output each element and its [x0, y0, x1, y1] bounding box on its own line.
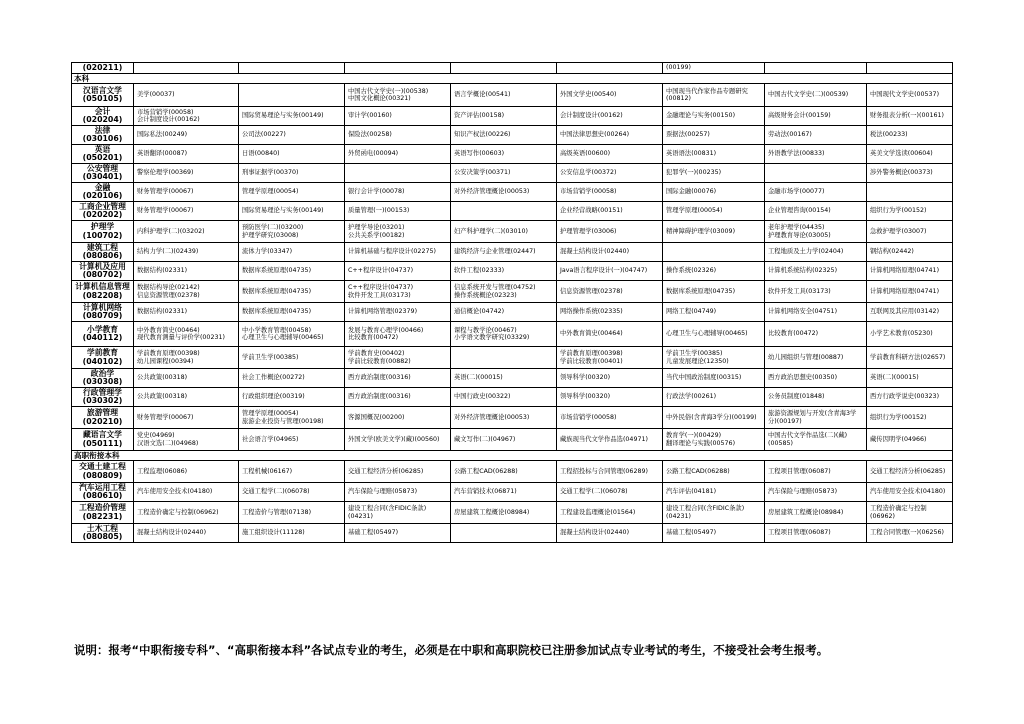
- course-cell: 汽车保险与理赔(05873): [345, 483, 451, 502]
- course-cell: 市场营销学(00058): [557, 183, 663, 202]
- course-cell: 老年护理学(04435) 护理教育导论(03005): [765, 221, 867, 243]
- major-name-cell: 学前教育 (040102): [72, 347, 134, 369]
- table-row: [72, 63, 953, 74]
- course-cell: [867, 63, 953, 74]
- table-body: [72, 63, 953, 543]
- course-cell: 网络工程(04749): [663, 303, 765, 322]
- course-cell: 国际贸易理论与实务(00149): [239, 202, 345, 221]
- course-cell: 中小学教育管理(00458) 心理卫生与心理辅导(00465): [239, 322, 345, 347]
- course-cell: 基础工程(05497): [345, 524, 451, 543]
- course-cell: 英美文学选读(00604): [867, 145, 953, 164]
- course-cell: 中外民俗(含青海3学分)(00199): [663, 407, 765, 429]
- section-title: 高职衔接本科: [72, 451, 953, 461]
- course-cell: 公路工程CAD(06288): [663, 461, 765, 483]
- table-row: [72, 429, 953, 451]
- course-cell: 房屋建筑工程概论(08984): [765, 502, 867, 524]
- course-cell: 信息系统开发与管理(04752) 操作系统概论(02323): [451, 281, 557, 303]
- course-cell: 软件工程(02333): [451, 262, 557, 281]
- course-cell: 国际金融(00076): [663, 183, 765, 202]
- course-cell: 交通工程学(二)(06078): [239, 483, 345, 502]
- course-cell: 票据法(00257): [663, 126, 765, 145]
- major-name-cell: 护理学 (100702): [72, 221, 134, 243]
- major-name-cell: 会计 (020204): [72, 107, 134, 126]
- course-cell: 公安决策学(00371): [451, 164, 557, 183]
- course-cell: 管理学原理(00054): [663, 202, 765, 221]
- table-row: [72, 281, 953, 303]
- course-cell: 交通工程经济分析(06285): [345, 461, 451, 483]
- course-cell: 建设工程合同(含FIDIC条款)(04231): [345, 502, 451, 524]
- course-cell: C++程序设计(04737): [345, 262, 451, 281]
- major-name-cell: 交通土建工程 (080809): [72, 461, 134, 483]
- course-cell: 数据库系统原理(04735): [239, 281, 345, 303]
- major-name-cell: 法律 (030106): [72, 126, 134, 145]
- table-row: [72, 483, 953, 502]
- course-cell: [451, 524, 557, 543]
- table-row: [72, 369, 953, 388]
- course-cell: 学前教育原理(00398) 学前比较教育(00401): [557, 347, 663, 369]
- major-name-cell: 土木工程 (080805): [72, 524, 134, 543]
- course-cell: 信息资源管理(02378): [557, 281, 663, 303]
- exam-schedule-sheet: [71, 62, 952, 543]
- major-name-cell: 旅游管理 (020210): [72, 407, 134, 429]
- course-cell: 工程地质及土力学(02404): [765, 243, 867, 262]
- course-cell: 公务员制度(01848): [765, 388, 867, 407]
- course-cell: 资产评估(00158): [451, 107, 557, 126]
- course-cell: 互联网及其应用(03142): [867, 303, 953, 322]
- major-name-cell: 计算机及应用 (080702): [72, 262, 134, 281]
- course-cell: 交通工程经济分析(06285): [867, 461, 953, 483]
- course-cell: 企业管理咨询(00154): [765, 202, 867, 221]
- course-cell: 工程造价确定与控制(06962): [134, 502, 239, 524]
- course-cell: 保险法(00258): [345, 126, 451, 145]
- course-cell: 行政组织理论(00319): [239, 388, 345, 407]
- course-cell: 计算机基础与程序设计(02275): [345, 243, 451, 262]
- major-name-cell: 计算机信息管理 (082208): [72, 281, 134, 303]
- course-cell: 银行会计学(00078): [345, 183, 451, 202]
- major-name-cell: 行政管理学 (030302): [72, 388, 134, 407]
- table-row: [72, 202, 953, 221]
- course-cell: 数据库系统原理(04735): [239, 262, 345, 281]
- course-cell: 护理学导论(03201) 公共关系学(00182): [345, 221, 451, 243]
- course-cell: 数据库系统原理(04735): [663, 281, 765, 303]
- table-row: [72, 407, 953, 429]
- course-cell: 西方政治制度(00316): [345, 369, 451, 388]
- table-row: [72, 84, 953, 107]
- course-cell: [239, 63, 345, 74]
- course-cell: (00199): [663, 63, 765, 74]
- course-cell: [345, 164, 451, 183]
- course-cell: 英语(二)(00015): [451, 369, 557, 388]
- course-cell: 藏文写作(二)(04967): [451, 429, 557, 451]
- course-cell: 对外经济管理概论(00053): [451, 183, 557, 202]
- course-cell: 公路工程CAD(06288): [451, 461, 557, 483]
- course-cell: 公安信息学(00372): [557, 164, 663, 183]
- course-cell: 社会工作概论(00272): [239, 369, 345, 388]
- table-row: [72, 322, 953, 347]
- course-cell: 流体力学(03347): [239, 243, 345, 262]
- course-cell: 对外经济管理概论(00053): [451, 407, 557, 429]
- major-name-cell: 藏语言文学 (050111): [72, 429, 134, 451]
- course-cell: 心理卫生与心理辅导(00465): [663, 322, 765, 347]
- course-cell: [451, 202, 557, 221]
- course-cell: 工程合同管理(一)(06256): [867, 524, 953, 543]
- section-title: 本科: [72, 74, 953, 84]
- table-row: [72, 303, 953, 322]
- course-cell: 工程造价确定与控制(06962): [867, 502, 953, 524]
- course-cell: 中国现代文学史(00537): [867, 84, 953, 107]
- course-cell: 护理管理学(03006): [557, 221, 663, 243]
- table-row: [72, 126, 953, 145]
- course-cell: 数据结构(02331): [134, 262, 239, 281]
- course-cell: 工程项目管理(06087): [765, 524, 867, 543]
- course-cell: 组织行为学(00152): [867, 202, 953, 221]
- course-cell: [239, 84, 345, 107]
- table-row: [72, 243, 953, 262]
- course-cell: 外国文学(欧美文学)(藏)(00560): [345, 429, 451, 451]
- course-cell: 小学艺术教育(05230): [867, 322, 953, 347]
- course-cell: 教育学(一)(00429) 翻译理论与实践(00576): [663, 429, 765, 451]
- course-cell: 管理学原理(00054): [239, 183, 345, 202]
- course-cell: 建设工程合同(含FIDIC条款)(04231): [663, 502, 765, 524]
- course-cell: 汽车评估(04181): [663, 483, 765, 502]
- course-cell: 金融理论与实务(00150): [663, 107, 765, 126]
- course-cell: 财务管理学(00067): [134, 407, 239, 429]
- course-cell: 计算机网络安全(04751): [765, 303, 867, 322]
- major-name-cell: 建筑工程 (080806): [72, 243, 134, 262]
- course-cell: 警察伦理学(00369): [134, 164, 239, 183]
- course-cell: 藏族现当代文学作品选(04971): [557, 429, 663, 451]
- course-cell: [345, 63, 451, 74]
- course-cell: 幼儿园组织与管理(00887): [765, 347, 867, 369]
- course-cell: 刑事证据学(00370): [239, 164, 345, 183]
- course-cell: 计算机网络原理(04741): [867, 262, 953, 281]
- course-cell: [451, 63, 557, 74]
- course-cell: 金融市场学(00077): [765, 183, 867, 202]
- course-cell: 急救护理学(03007): [867, 221, 953, 243]
- course-cell: 房屋建筑工程概论(08984): [451, 502, 557, 524]
- course-cell: [557, 63, 663, 74]
- course-cell: 混凝土结构设计(02440): [557, 524, 663, 543]
- course-cell: 混凝土结构设计(02440): [134, 524, 239, 543]
- table-row: [72, 164, 953, 183]
- course-cell: 英语语法(00831): [663, 145, 765, 164]
- table-row: [72, 107, 953, 126]
- course-cell: 通信概论(04742): [451, 303, 557, 322]
- course-cell: 美学(00037): [134, 84, 239, 107]
- section-header-row: [72, 74, 953, 84]
- course-cell: C++程序设计(04737) 软件开发工具(03173): [345, 281, 451, 303]
- course-cell: 汽车使用安全技术(04180): [867, 483, 953, 502]
- table-row: [72, 221, 953, 243]
- course-cell: 数据结构导论(02142) 信息资源管理(02378): [134, 281, 239, 303]
- course-cell: 学前教育科研方法(02657): [867, 347, 953, 369]
- course-cell: 西方政治制度(00316): [345, 388, 451, 407]
- course-cell: 英语写作(00603): [451, 145, 557, 164]
- major-name-cell: 小学教育 (040112): [72, 322, 134, 347]
- footnote: 说明：报考“中职衔接专科”、“高职衔接本科”各试点专业的考生，必须是在中职和高职院校已注册参加试点专业考试的考生，不接受社会考生报考。: [74, 643, 829, 657]
- course-cell: 学前教育史(00402) 学前比较教育(00882): [345, 347, 451, 369]
- table-row: [72, 145, 953, 164]
- course-cell: 中外教育简史(00464): [557, 322, 663, 347]
- course-cell: 妇产科护理学(二)(03010): [451, 221, 557, 243]
- course-cell: 比较教育(00472): [765, 322, 867, 347]
- major-name-cell: 政治学 (030308): [72, 369, 134, 388]
- course-cell: [867, 183, 953, 202]
- course-cell: 预防医学(二)(03200) 护理学研究(03008): [239, 221, 345, 243]
- table-row: [72, 388, 953, 407]
- course-cell: 组织行为学(00152): [867, 407, 953, 429]
- course-cell: 公司法(00227): [239, 126, 345, 145]
- course-cell: 西方政治思想史(00350): [765, 369, 867, 388]
- course-cell: 市场营销学(00058) 会计制度设计(00162): [134, 107, 239, 126]
- course-cell: [134, 63, 239, 74]
- course-table: [71, 62, 953, 543]
- major-name-cell: 汉语言文学 (050105): [72, 84, 134, 107]
- course-cell: 涉外警务概论(00373): [867, 164, 953, 183]
- course-cell: 质量管理(一)(00153): [345, 202, 451, 221]
- major-name-cell: 计算机网络 (080709): [72, 303, 134, 322]
- major-name-cell: 金融 (020106): [72, 183, 134, 202]
- course-cell: 学前教育原理(00398) 幼儿园课程(00394): [134, 347, 239, 369]
- course-cell: 会计制度设计(00162): [557, 107, 663, 126]
- course-cell: 数据库系统原理(04735): [239, 303, 345, 322]
- course-cell: 中国古代文学作品选(二)(藏)(00585): [765, 429, 867, 451]
- major-name-cell: (020211): [72, 63, 134, 74]
- course-cell: 党史(04969) 汉语文选(二)(04968): [134, 429, 239, 451]
- course-cell: 中国法律思想史(00264): [557, 126, 663, 145]
- course-cell: [765, 63, 867, 74]
- course-cell: 审计学(00160): [345, 107, 451, 126]
- course-cell: 学前卫生学(00385) 儿童发展理论(12350): [663, 347, 765, 369]
- table-row: [72, 347, 953, 369]
- course-cell: 汽车保险与理赔(05873): [765, 483, 867, 502]
- course-cell: 中国行政史(00322): [451, 388, 557, 407]
- course-cell: 工程机械(06167): [239, 461, 345, 483]
- course-cell: 社会语言学(04965): [239, 429, 345, 451]
- course-cell: 中外教育简史(00464) 现代教育测量与评价学(00231): [134, 322, 239, 347]
- table-row: [72, 183, 953, 202]
- course-cell: 建筑经济与企业管理(02447): [451, 243, 557, 262]
- major-name-cell: 工程造价管理 (082231): [72, 502, 134, 524]
- major-name-cell: 英语 (050201): [72, 145, 134, 164]
- course-cell: 精神障碍护理学(03009): [663, 221, 765, 243]
- table-row: [72, 524, 953, 543]
- course-cell: 英语翻译(00087): [134, 145, 239, 164]
- course-cell: 高级财务会计(00159): [765, 107, 867, 126]
- course-cell: 财务管理学(00067): [134, 183, 239, 202]
- course-cell: 工程造价与管理(07138): [239, 502, 345, 524]
- course-cell: 外语教学法(00833): [765, 145, 867, 164]
- course-cell: 计算机网络管理(02379): [345, 303, 451, 322]
- course-cell: [765, 164, 867, 183]
- course-cell: 学前卫生学(00385): [239, 347, 345, 369]
- course-cell: 日语(00840): [239, 145, 345, 164]
- course-cell: 软件开发工具(03173): [765, 281, 867, 303]
- major-name-cell: 公安管理 (030401): [72, 164, 134, 183]
- course-cell: 内科护理学(二)(03202): [134, 221, 239, 243]
- course-cell: 工程招投标与合同管理(06289): [557, 461, 663, 483]
- course-cell: 汽车营销技术(06871): [451, 483, 557, 502]
- course-cell: 管理学原理(00054) 旅游企业投资与管理(00198): [239, 407, 345, 429]
- course-cell: 语言学概论(00541): [451, 84, 557, 107]
- course-cell: 钢结构(02442): [867, 243, 953, 262]
- course-cell: 藏传因明学(04966): [867, 429, 953, 451]
- course-cell: 犯罪学(一)(00235): [663, 164, 765, 183]
- course-cell: 汽车使用安全技术(04180): [134, 483, 239, 502]
- course-cell: 行政法学(00261): [663, 388, 765, 407]
- major-name-cell: 工商企业管理 (020202): [72, 202, 134, 221]
- course-cell: 外国文学史(00540): [557, 84, 663, 107]
- course-cell: 高级英语(00600): [557, 145, 663, 164]
- course-cell: 财务报表分析(一)(00161): [867, 107, 953, 126]
- course-cell: 中国古代文学史(一)(00538) 中国文化概论(00321): [345, 84, 451, 107]
- course-cell: 计算机网络原理(04741): [867, 281, 953, 303]
- course-cell: 税法(00233): [867, 126, 953, 145]
- course-cell: 中国现当代作家作品专题研究(00812): [663, 84, 765, 107]
- course-cell: 工程项目管理(06087): [765, 461, 867, 483]
- course-cell: 英语(二)(00015): [867, 369, 953, 388]
- course-cell: 国际贸易理论与实务(00149): [239, 107, 345, 126]
- course-cell: 中国古代文学史(二)(00539): [765, 84, 867, 107]
- course-cell: 工程建设监理概论(01564): [557, 502, 663, 524]
- course-cell: 领导科学(00320): [557, 369, 663, 388]
- course-cell: 财务管理学(00067): [134, 202, 239, 221]
- course-cell: 基础工程(05497): [663, 524, 765, 543]
- course-cell: 客源国概况(00200): [345, 407, 451, 429]
- course-cell: 知识产权法(00226): [451, 126, 557, 145]
- course-cell: 旅游资源规划与开发(含青海3学分)(00197): [765, 407, 867, 429]
- major-name-cell: 汽车运用工程 (080610): [72, 483, 134, 502]
- course-cell: Java语言程序设计(一)(04747): [557, 262, 663, 281]
- course-cell: [663, 243, 765, 262]
- course-cell: 混凝土结构设计(02440): [557, 243, 663, 262]
- course-cell: 市场营销学(00058): [557, 407, 663, 429]
- table-row: [72, 502, 953, 524]
- table-row: [72, 262, 953, 281]
- course-cell: 领导科学(00320): [557, 388, 663, 407]
- section-header-row: [72, 451, 953, 461]
- course-cell: 数据结构(02331): [134, 303, 239, 322]
- course-cell: 网络操作系统(02335): [557, 303, 663, 322]
- course-cell: 公共政策(00318): [134, 369, 239, 388]
- course-cell: 操作系统(02326): [663, 262, 765, 281]
- course-cell: 外贸函电(00094): [345, 145, 451, 164]
- course-cell: 计算机系统结构(02325): [765, 262, 867, 281]
- course-cell: 交通工程学(二)(06078): [557, 483, 663, 502]
- course-cell: 当代中国政治制度(00315): [663, 369, 765, 388]
- course-cell: 发展与教育心理学(00466) 比较教育(00472): [345, 322, 451, 347]
- table-row: [72, 461, 953, 483]
- course-cell: 劳动法(00167): [765, 126, 867, 145]
- course-cell: 施工组织设计(11128): [239, 524, 345, 543]
- course-cell: 企业经营战略(00151): [557, 202, 663, 221]
- course-cell: 国际私法(00249): [134, 126, 239, 145]
- course-cell: 公共政策(00318): [134, 388, 239, 407]
- course-cell: 西方行政学说史(00323): [867, 388, 953, 407]
- course-cell: 工程监理(06086): [134, 461, 239, 483]
- course-cell: 课程与教学论(00467) 小学语文教学研究(03329): [451, 322, 557, 347]
- course-cell: 结构力学(二)(02439): [134, 243, 239, 262]
- course-cell: [451, 347, 557, 369]
